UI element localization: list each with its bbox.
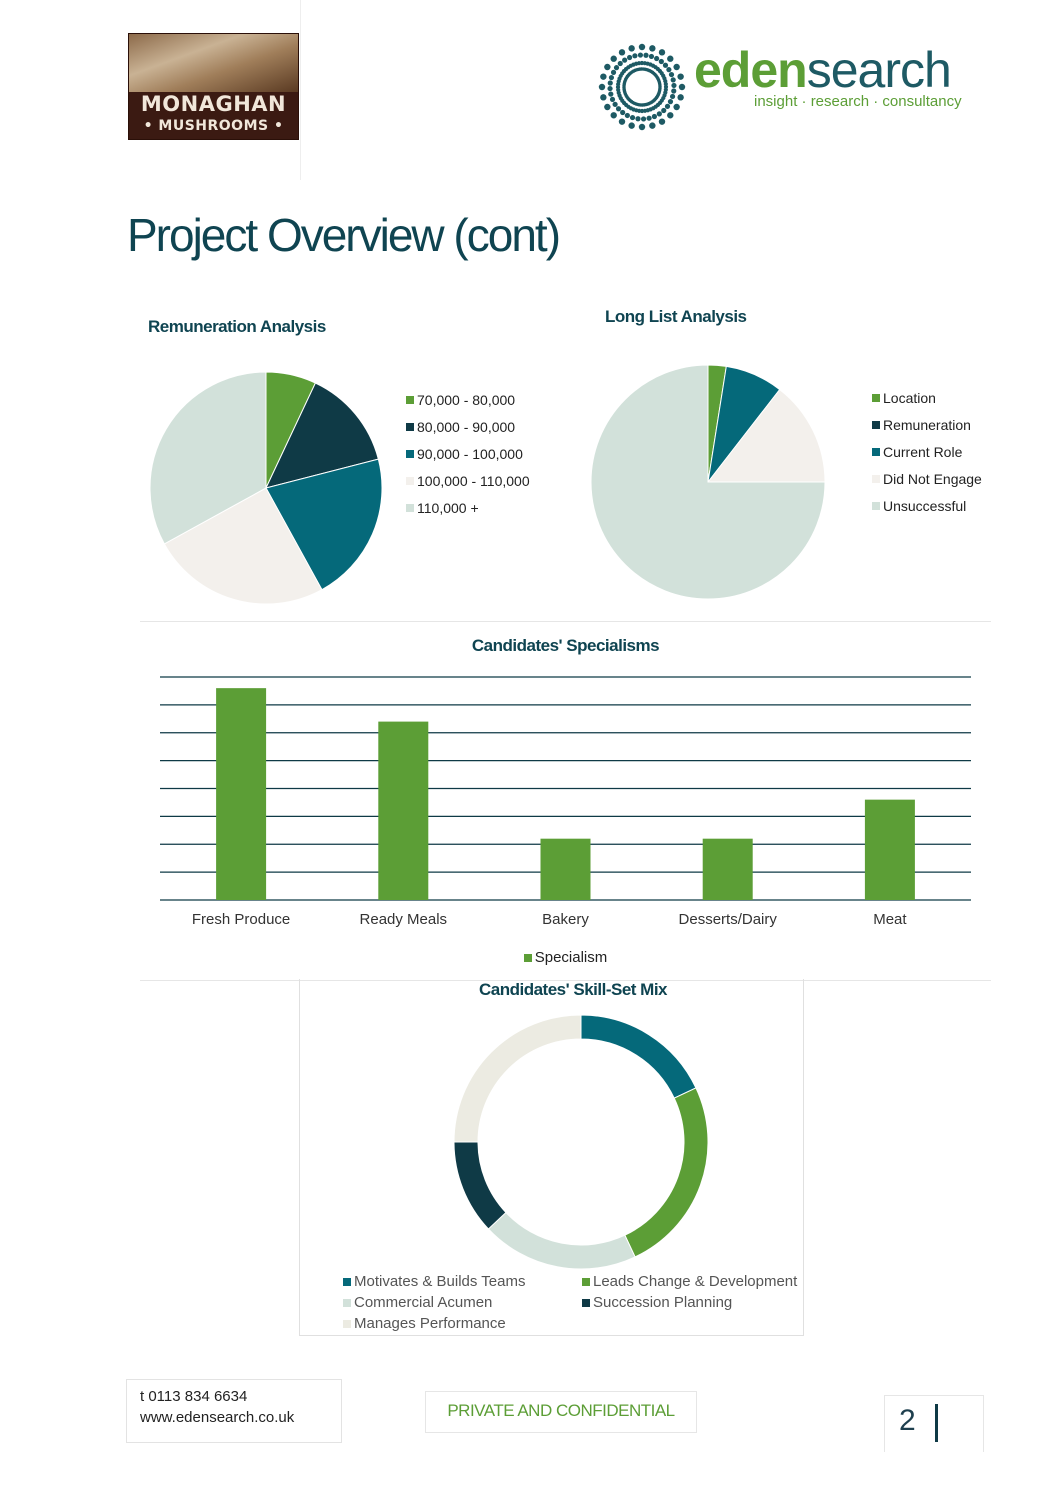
logo-dot	[604, 64, 610, 70]
logo-dot	[661, 96, 665, 100]
remuneration-pie-chart	[148, 370, 384, 606]
legend-item-4	[406, 494, 530, 521]
logo-dot	[639, 124, 645, 130]
skillset-legend	[343, 1271, 803, 1334]
logo-dot	[630, 115, 635, 120]
remuneration-legend	[406, 386, 530, 521]
longlist-chart-title: Long List Analysis	[605, 307, 747, 326]
legend-item-0	[872, 384, 982, 411]
logo-dot	[657, 111, 662, 116]
edensearch-dots-icon	[595, 40, 689, 134]
logo-dot	[652, 114, 657, 119]
logo-dot	[653, 98, 656, 101]
logo-dot	[665, 104, 670, 109]
legend-item-1	[582, 1271, 803, 1292]
logo-dot	[670, 94, 675, 99]
logo-dot	[632, 53, 637, 58]
legend-swatch	[406, 450, 414, 458]
legend-swatch	[406, 477, 414, 485]
logo-dot	[659, 59, 664, 64]
logo-dot	[635, 116, 640, 121]
logo-dot	[627, 55, 632, 60]
logo-dot	[618, 61, 623, 66]
skillset-chart-title: Candidates' Skill-Set Mix	[478, 980, 668, 999]
page-number-box	[884, 1395, 984, 1452]
legend-label: 70,000 - 80,000	[417, 391, 516, 408]
legend-label: Succession Planning	[593, 1294, 733, 1311]
logo-dot	[622, 58, 627, 63]
edensearch-wordmark	[694, 42, 951, 98]
legend-item-1	[872, 411, 982, 438]
legend-swatch	[872, 448, 880, 456]
logo-dot	[611, 112, 617, 118]
monaghan-logo	[128, 33, 299, 140]
legend-label: Unsuccessful	[883, 497, 967, 514]
logo-dot	[614, 65, 619, 70]
header-divider	[300, 0, 301, 180]
logo-dot	[610, 97, 615, 102]
logo-dot	[649, 45, 655, 51]
legend-label: 90,000 - 100,000	[417, 445, 523, 462]
legend-label: 100,000 - 110,000	[417, 472, 530, 489]
legend-label: 110,000 +	[417, 499, 479, 516]
logo-dot	[659, 49, 665, 55]
pie-slice-0	[581, 1015, 696, 1098]
legend-label: 80,000 - 90,000	[417, 418, 516, 435]
longlist-pie-chart	[589, 363, 827, 601]
legend-swatch	[872, 394, 880, 402]
bar-3	[703, 839, 753, 900]
page-number-bar	[935, 1404, 938, 1442]
legend-label: Commercial Acumen	[354, 1294, 493, 1311]
legend-swatch	[582, 1278, 590, 1286]
longlist-legend	[872, 384, 982, 519]
logo-dot	[608, 91, 613, 96]
logo-dot	[671, 77, 676, 82]
logo-dot	[677, 73, 683, 79]
pie-slice-3	[454, 1142, 506, 1229]
legend-label: Motivates & Builds Teams	[354, 1273, 526, 1290]
logo-dot	[608, 80, 613, 85]
logo-dot	[628, 122, 634, 128]
x-tick-label: Meat	[873, 911, 907, 928]
logo-dot	[671, 83, 676, 88]
logo-dot	[646, 116, 651, 121]
legend-label: Location	[883, 389, 936, 406]
legend-swatch	[343, 1320, 351, 1328]
legend-swatch	[406, 396, 414, 404]
logo-dot	[628, 45, 634, 51]
logo-dot	[641, 116, 646, 121]
legend-swatch	[343, 1278, 351, 1286]
specialisms-chart-title: Candidates' Specialisms	[471, 636, 660, 655]
logo-dot	[613, 102, 618, 107]
legend-swatch	[406, 504, 414, 512]
legend-item-2	[872, 438, 982, 465]
legend-item-4	[343, 1313, 582, 1334]
legend-item-specialism	[524, 944, 608, 971]
legend-label: Manages Performance	[354, 1315, 506, 1332]
logo-dot	[668, 99, 673, 104]
logo-dot	[643, 53, 648, 58]
legend-item-3	[872, 465, 982, 492]
x-tick-label: Bakery	[542, 911, 589, 928]
logo-dot	[667, 56, 673, 62]
footer-website[interactable]: www.edensearch.co.uk	[140, 1409, 295, 1426]
legend-swatch	[872, 502, 880, 510]
edensearch-tagline: insight · research · consultancy	[754, 93, 962, 110]
x-tick-label: Fresh Produce	[191, 911, 291, 928]
bar-2	[541, 839, 591, 900]
logo-dot	[666, 67, 671, 72]
pie-slice-4	[454, 1015, 581, 1142]
logo-dot	[600, 94, 606, 100]
legend-label: Current Role	[883, 443, 963, 460]
legend-swatch	[872, 421, 880, 429]
logo-dot	[607, 86, 612, 91]
specialisms-bar-chart	[140, 660, 991, 940]
logo-dot	[604, 104, 610, 110]
logo-dot	[663, 63, 668, 68]
bar-0	[216, 688, 266, 900]
legend-item-3	[582, 1292, 803, 1313]
search-word: search	[806, 42, 951, 98]
logo-dot	[619, 49, 625, 55]
footer-contact-box	[126, 1379, 342, 1443]
x-tick-label: Desserts/Dairy	[678, 911, 777, 928]
pie-slice-1	[625, 1088, 708, 1257]
logo-dot	[639, 44, 645, 50]
legend-label: Leads Change & Development	[593, 1273, 798, 1290]
logo-dot	[673, 104, 679, 110]
logo-dot	[654, 56, 659, 61]
legend-swatch	[524, 954, 532, 962]
logo-dot	[609, 75, 614, 80]
logo-dot	[669, 72, 674, 77]
logo-dot	[677, 94, 683, 100]
footer-phone: t 0113 834 6634	[140, 1388, 248, 1405]
logo-dot	[659, 118, 665, 124]
x-tick-label: Ready Meals	[359, 911, 448, 928]
logo-dot	[671, 88, 676, 93]
specialisms-legend	[140, 944, 991, 971]
eden-word: eden	[694, 42, 807, 98]
legend-label: Remuneration	[883, 416, 971, 433]
page-title: Project Overview (cont)	[127, 209, 560, 261]
logo-dot	[599, 84, 605, 90]
mushroom-image	[129, 34, 298, 92]
logo-dot	[661, 108, 666, 113]
legend-swatch	[406, 423, 414, 431]
page-number: 2	[899, 1404, 916, 1437]
legend-label: Did Not Engage	[883, 470, 982, 487]
logo-dot	[649, 122, 655, 128]
bar-4	[865, 800, 915, 900]
logo-dot	[679, 84, 685, 90]
logo-dot	[619, 118, 625, 124]
monaghan-logo-line1: MONAGHAN	[140, 92, 287, 116]
logo-dot	[625, 113, 630, 118]
legend-item-3	[406, 467, 530, 494]
logo-dot	[611, 70, 616, 75]
legend-item-0	[343, 1271, 582, 1292]
remuneration-chart-title: Remuneration Analysis	[148, 317, 326, 336]
legend-item-2	[406, 440, 530, 467]
legend-swatch	[582, 1299, 590, 1307]
legend-item-4	[872, 492, 982, 519]
monaghan-logo-line2: • MUSHROOMS •	[143, 118, 284, 134]
logo-dot	[649, 54, 654, 59]
pie-slice-2	[488, 1213, 635, 1269]
legend-item-0	[406, 386, 530, 413]
logo-dot	[673, 64, 679, 70]
skillset-donut-chart	[452, 1013, 710, 1271]
logo-dot	[600, 73, 606, 79]
legend-item-1	[406, 413, 530, 440]
logo-dot	[611, 56, 617, 62]
logo-dot	[638, 52, 643, 57]
logo-dot	[620, 110, 625, 115]
logo-dot	[616, 106, 621, 111]
legend-label: Specialism	[534, 949, 608, 966]
legend-item-2	[343, 1292, 582, 1313]
legend-swatch	[343, 1299, 351, 1307]
bar-1	[378, 722, 428, 900]
legend-swatch	[872, 475, 880, 483]
confidential-label: PRIVATE AND CONFIDENTIAL	[425, 1391, 697, 1433]
logo-dot	[667, 112, 673, 118]
